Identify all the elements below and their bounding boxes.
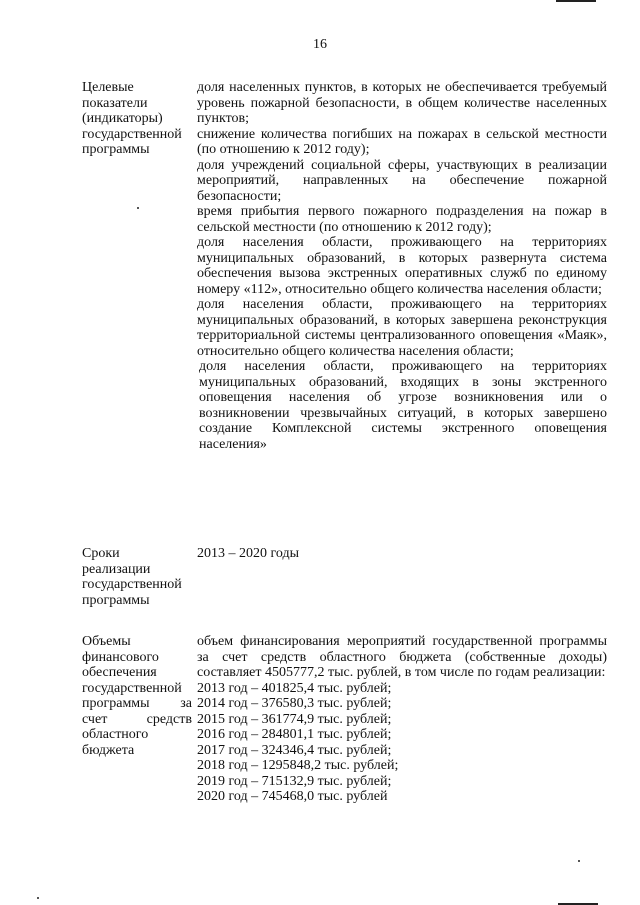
funding-label [82,634,192,758]
label-line: программы за [82,696,192,711]
target-item: снижение количества погибших на пожарах в сельской местности (по отношению к 2012 году); [197,126,607,157]
funding-year-line: 2016 год – 284801,1 тыс. рублей; [197,727,392,742]
scan-mark-top [556,0,596,2]
target-item: доля населенных пунктов, в которых не обеспечивается требуемый уровень пожарной безопасности, в общем количестве населенных пунктов; [197,80,607,126]
label-line: бюджета [82,742,135,758]
scan-speck [137,207,139,209]
label-line: (индикаторы) [82,111,163,126]
scan-speck [578,860,580,862]
label-line: областного [82,727,149,742]
label-line: государственной [82,577,182,592]
target-item: доля учреждений социальной сферы, участвующих в реализации мероприятий, направленных на обеспечение пожарной безопасности; [197,157,607,204]
funding-year-line: 2018 год – 1295848,2 тыс. рублей; [197,758,399,773]
period-value: 2013 – 2020 годы [197,546,300,561]
funding-year-line: 2020 год – 745468,0 тыс. рублей [197,789,388,804]
page-number: 16 [313,37,327,52]
label-line: счет средств [82,711,192,727]
period-content [197,546,607,562]
funding-year-line: 2017 год – 324346,4 тыс. рублей; [197,742,392,758]
label-line: реализации [82,561,151,577]
scan-speck [37,897,39,899]
label-line: Целевые [82,80,134,95]
label-line: обеспечения [82,665,157,680]
funding-content [197,634,607,805]
targets-label [82,80,192,158]
target-item: доля населения области, проживающего на территориях муниципальных образований, в которых завершена реконструкция территориальной системы централизованного оповещения «Маяк», относительно общего количества населения области; [197,297,607,359]
funding-year-line: 2015 год – 361774,9 тыс. рублей; [197,711,392,727]
label-line: государственной [82,126,182,142]
label-line: Объемы [82,634,131,649]
funding-intro: объем финансирования мероприятий государственной программы за счет средств областного бюджета (собственные доходы) составляет 4505777,2 тыс. рублей, в том числе по годам реализации: [197,634,607,680]
label-line: государственной [82,680,182,696]
label-line: показатели [82,95,148,111]
target-item: время прибытия первого пожарного подразделения на пожар в сельской местности (по отношению к 2012 году); [197,204,607,235]
target-item: доля населения области, проживающего на территориях муниципальных образований, в которых развернута система обеспечения вызова экстренных оперативных служб по единому номеру «112», относительно общего количества населения области; [197,235,607,297]
funding-year-line: 2019 год – 715132,9 тыс. рублей; [197,773,392,789]
funding-year-line: 2013 год – 401825,4 тыс. рублей; [197,680,392,696]
label-line: программы [82,592,150,608]
label-line: финансового [82,649,159,665]
funding-year-line: 2014 год – 376580,3 тыс. рублей; [197,696,392,711]
label-line: Сроки [82,546,120,561]
period-label [82,546,192,608]
label-line: программы [82,142,150,157]
target-item: доля населения области, проживающего на территориях муниципальных образований, входящих в зоны экстренного оповещения населения об угрозе возникновения или о возникновении чрезвычайных ситуаций, в которых завершено создание Комплексной системы экстренного оповещения населения» [199,359,607,452]
targets-content [197,80,607,452]
